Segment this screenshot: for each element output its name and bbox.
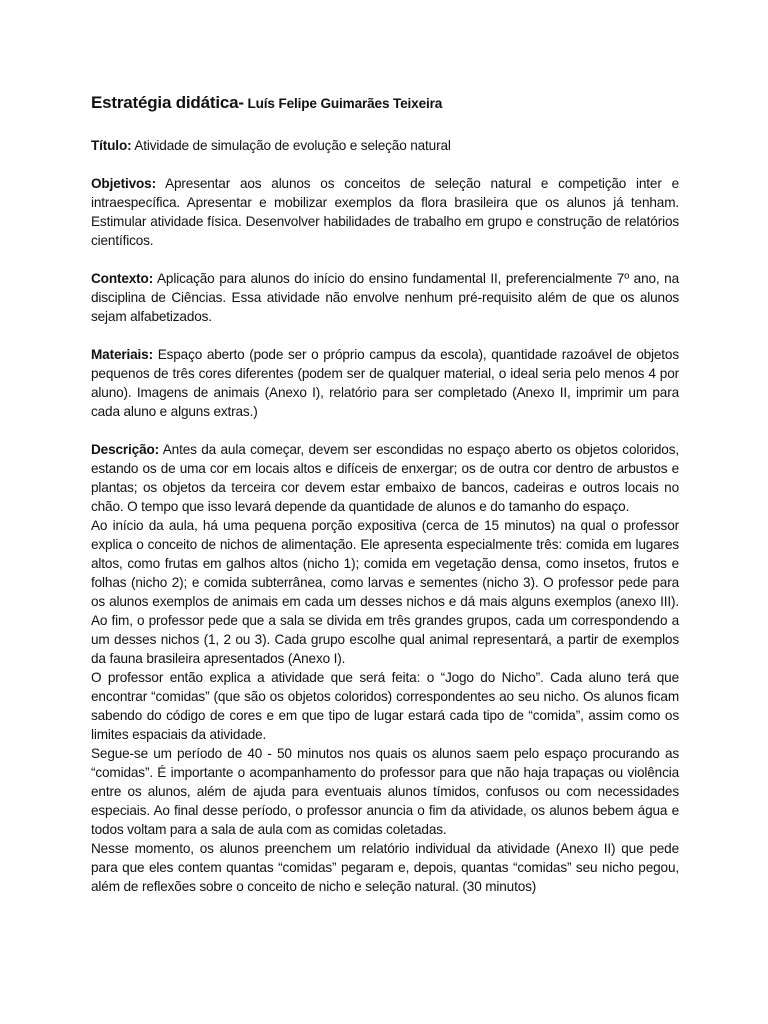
section-materiais-text: Espaço aberto (pode ser o próprio campus da escola), quantidade razoável de objetos pequenos de três cores diferentes (podem ser de qualquer material, o ideal seria pelo menos 4 por aluno). Imagens de animais (Anexo I), relatório para ser completado (Anexo II, imprimir um para cada aluno e alguns extras.): [91, 347, 679, 419]
document-author: Luís Felipe Guimarães Teixeira: [247, 96, 443, 111]
descricao-intro-text: Antes da aula começar, devem ser escondidas no espaço aberto os objetos coloridos, estando os de uma cor em locais altos e difíceis de enxergar; os de outra cor dentro de arbustos e plantas; os objetos da terceira cor devem estar embaixo de bancos, cadeiras e outros locais no chão. O tempo que isso levará depende da quantidade de alunos e do tamanho do espaço.: [91, 442, 679, 514]
section-contexto-label: Contexto:: [91, 271, 154, 286]
section-descricao-label: Descrição:: [91, 442, 160, 457]
descricao-paragraph: Segue-se um período de 40 - 50 minutos nos quais os alunos saem pelo espaço procurando as “comidas”. É importante o acompanhamento do professor para que não haja trapaças ou violência entre os alunos, além de ajuda para eventuais alunos tímidos, confusos ou com necessidades especiais. Ao final desse período, o professor anuncia o fim da atividade, os alunos bebem água e todos voltam para a sala de aula com as comidas coletadas.: [91, 746, 679, 837]
section-titulo: [91, 136, 679, 155]
section-materiais: [91, 345, 679, 421]
section-objetivos: [91, 174, 679, 250]
section-objetivos-label: Objetivos:: [91, 176, 156, 191]
descricao-paragraph: O professor então explica a atividade que será feita: o “Jogo do Nicho”. Cada aluno terá que encontrar “comidas” (que são os objetos coloridos) correspondentes ao seu nicho. Os alunos ficam sabendo do código de cores e em que tipo de lugar estará cada tipo de “comida”, assim como os limites espaciais da atividade.: [91, 670, 679, 742]
descricao-intro-paragraph: [91, 440, 679, 516]
section-contexto: [91, 269, 679, 326]
descricao-paragraph: Nesse momento, os alunos preenchem um relatório individual da atividade (Anexo II) que pede para que eles contem quantas “comidas” pegaram e, depois, quantas “comidas” seu nicho pegou, além de reflexões sobre o conceito de nicho e seleção natural. (30 minutos): [91, 841, 679, 894]
section-titulo-label: Título:: [91, 138, 132, 153]
section-contexto-text: Aplicação para alunos do início do ensino fundamental II, preferencialmente 7º ano, na disciplina de Ciências. Essa atividade não envolve nenhum pré-requisito além de que os alunos sejam alfabetizados.: [91, 271, 679, 324]
document-title: Estratégia didática-: [91, 93, 244, 112]
document-page: [91, 92, 679, 896]
section-descricao: [91, 440, 679, 896]
section-titulo-text: Atividade de simulação de evolução e seleção natural: [134, 138, 451, 153]
descricao-paragraph: Ao início da aula, há uma pequena porção expositiva (cerca de 15 minutos) na qual o professor explica o conceito de nichos de alimentação. Ele apresenta especialmente três: comida em lugares altos, como frutas em galhos altos (nicho 1); comida em vegetação densa, como insetos, frutos e folhas (nicho 2); e comida subterrânea, como larvas e sementes (nicho 3). O professor pede para os alunos exemplos de animais em cada um desses nichos e dá mais alguns exemplos (anexo III). Ao fim, o professor pede que a sala se divida em três grandes grupos, cada um correspondendo a um desses nichos (1, 2 ou 3). Cada grupo escolhe qual animal representará, a partir de exemplos da fauna brasileira apresentados (Anexo I).: [91, 518, 679, 666]
section-materiais-label: Materiais:: [91, 347, 153, 362]
document-heading: [91, 92, 679, 115]
section-objetivos-text: Apresentar aos alunos os conceitos de seleção natural e competição inter e intraespecífica. Apresentar e mobilizar exemplos da flora brasileira que os alunos já tenham. Estimular atividade física. Desenvolver habilidades de trabalho em grupo e construção de relatórios científicos.: [91, 176, 679, 248]
